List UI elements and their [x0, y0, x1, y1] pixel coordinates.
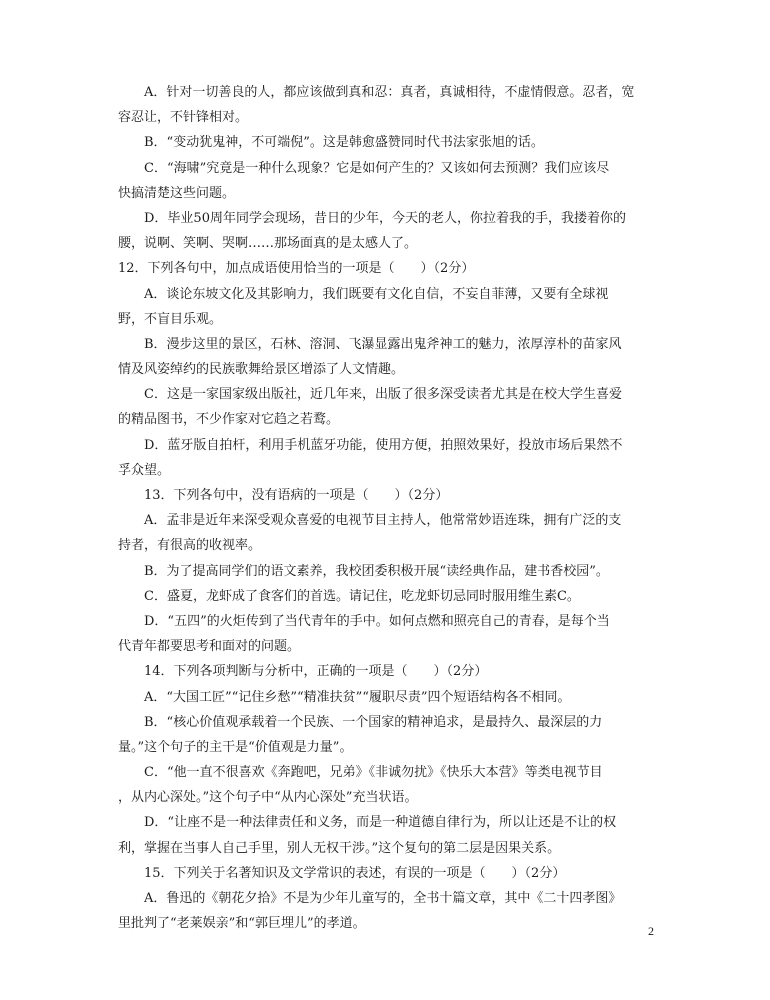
text-line: D．毕业50周年同学会现场，昔日的少年，今天的老人，你拉着我的手，我搂着你的 — [144, 210, 626, 226]
text-line: B．漫步这里的景区，石林、溶洞、飞瀑显露出鬼斧神工的魅力，浓厚淳朴的苗家风 — [144, 336, 622, 352]
text-line: 13．下列各句中，没有语病的一项是（ ）（2分） — [144, 488, 449, 503]
text-line: C．盛夏，龙虾成了食客们的首选。请记住，吃龙虾切忌同时服用维生素C。 — [144, 588, 580, 604]
text-line: 持者，有很高的收视率。 — [118, 538, 262, 554]
document-body — [118, 80, 658, 936]
text-line: A．孟非是近年来深受观众喜爱的电视节目主持人，他常常妙语连珠，拥有广泛的支 — [144, 513, 622, 529]
text-line: D．“让座不是一种法律责任和义务，而是一种道德自律行为，所以让还是不让的权 — [144, 815, 617, 831]
text-line: 14．下列各项判断与分析中，正确的一项是（ ）（2分） — [144, 664, 488, 680]
text-line: 情及风姿绰约的民族歌舞给景区增添了人文情趣。 — [118, 362, 405, 378]
text-line: 12．下列各句中，加点成语使用恰当的一项是（ ）（2分） — [118, 261, 475, 277]
text-line: 野，不盲目乐观。 — [118, 311, 223, 327]
page-number: 2 — [648, 924, 654, 938]
text-line: A．“大国工匠”“记住乡愁”“精准扶贫”“履职尽责”四个短语结构各不相同。 — [144, 689, 571, 705]
text-line: ，从内心深处。”这个句子中“从内心深处”充当状语。 — [118, 790, 418, 806]
text-line: A．谈论东坡文化及其影响力，我们既要有文化自信，不妄自菲薄，又要有全球视 — [144, 286, 609, 302]
text-line: C．这是一家国家级出版社，近几年来，出版了很多深受读者尤其是在校大学生喜爱 — [144, 387, 622, 403]
text-line: 代青年都要思考和面对的问题。 — [118, 639, 301, 655]
text-line: D．蓝牙版自拍杆，利用手机蓝牙功能，使用方便，拍照效果好，投放市场后果然不 — [144, 437, 623, 453]
text-line: 利，掌握在当事人自己手里，别人无权干涉。”这个复句的第二层是因果关系。 — [118, 840, 561, 856]
text-line: C．“他一直不很喜欢《奔跑吧，兄弟》《非诚勿扰》《快乐大本营》等类电视节目 — [144, 765, 603, 781]
text-line: 15．下列关于名著知识及文学常识的表述，有误的一项是（ ）（2分） — [144, 865, 566, 881]
text-line: A．鲁迅的《朝花夕拾》不是为少年儿童写的，全书十篇文章，其中《二十四孝图》 — [144, 891, 622, 906]
text-line: 容忍让，不针锋相对。 — [118, 110, 249, 126]
text-line: B．为了提高同学们的语文素养，我校团委积极开展“读经典作品，建书香校园”。 — [144, 563, 609, 579]
text-line: C．“海啸”究竟是一种什么现象？它是如何产生的？又该如何去预测？我们应该尽 — [144, 160, 610, 176]
text-line: A．针对一切善良的人，都应该做到真和忍：真者，真诚相待，不虚情假意。忍者，宽 — [144, 85, 635, 100]
text-line: 快搞清楚这些问题。 — [118, 185, 236, 201]
text-line: 孚众望。 — [118, 462, 171, 478]
text-line: 腰，说啊、笑啊、哭啊……那场面真的是太感人了。 — [118, 236, 418, 252]
text-line: 的精品图书，不少作家对它趋之若鹜。 — [118, 412, 340, 428]
text-line: 量。”这个句子的主干是“价值观是力量”。 — [118, 739, 353, 755]
text-line: D．“五四”的火炬传到了当代青年的手中。如何点燃和照亮自己的青春，是每个当 — [144, 613, 610, 629]
text-line: B．“变动犹鬼神，不可端倪”。这是韩愈盛赞同时代书法家张旭的话。 — [144, 135, 544, 151]
text-line: B．“核心价值观承载着一个民族、一个国家的精神追求，是最持久、最深层的力 — [144, 714, 603, 730]
text-line: 里批判了“老莱娱亲”和“郭巨埋儿”的孝道。 — [118, 916, 366, 932]
